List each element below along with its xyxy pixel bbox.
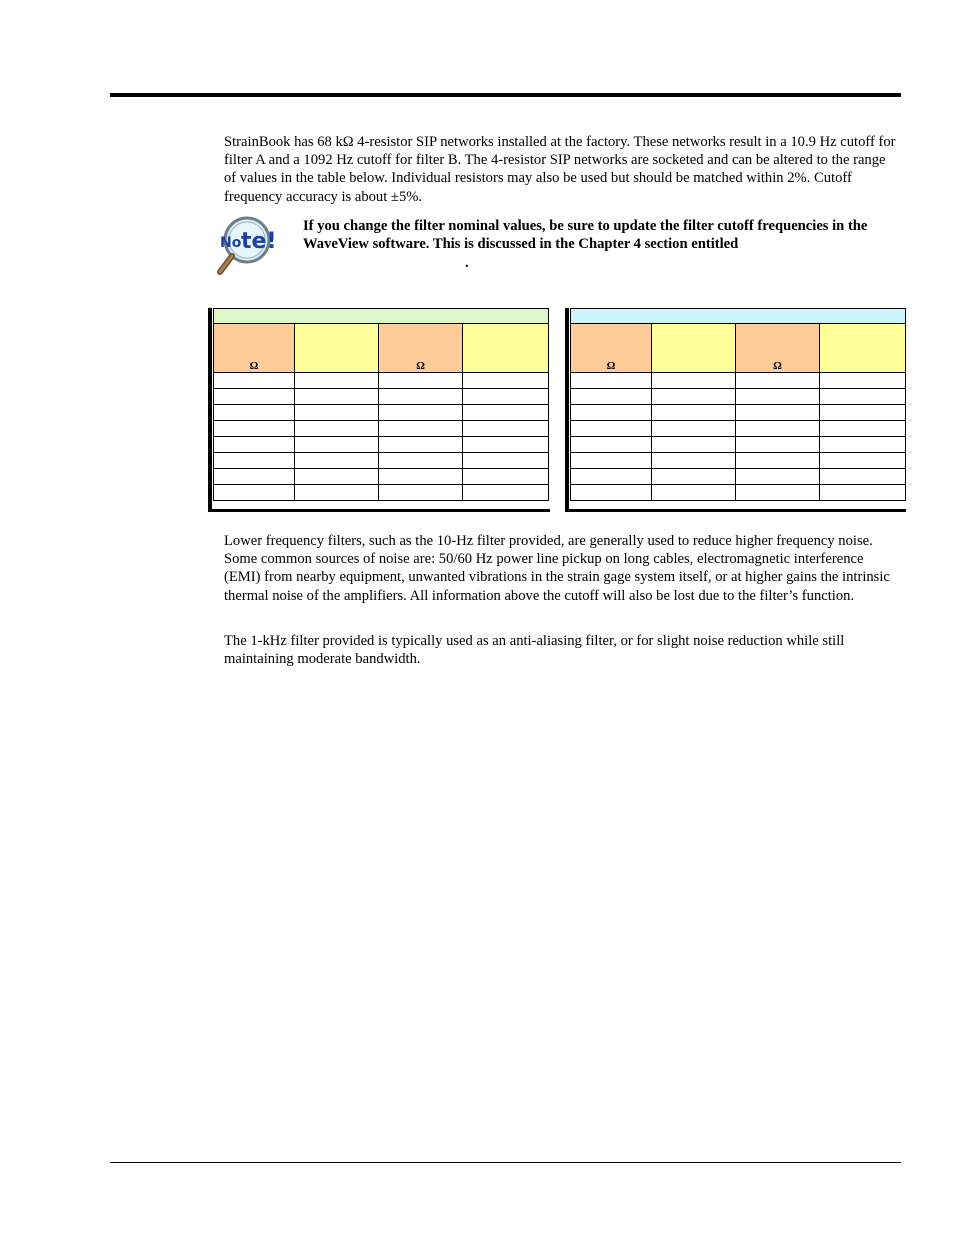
filter-b-frequency-header — [820, 324, 906, 373]
intro-paragraph: StrainBook has 68 kΩ 4-resistor SIP networks installed at the factory. These networks result in a 10.9 Hz cutoff for filter A and a 1092 Hz cutoff for filter B. The 4-resistor SIP networks are socketed and can be altered to the range of values in the table below. Individual resistors may also be used but should be matched within 2%. Cutoff frequency accuracy is about ±5%. — [224, 134, 896, 205]
anti-aliasing-paragraph: The 1-kHz filter provided is typically used as an anti-aliasing filter, or for slight noise reduction while still maintaining moderate bandwidth. — [224, 633, 845, 668]
table-row — [214, 485, 549, 501]
table-row — [214, 373, 549, 389]
table-row — [214, 389, 549, 405]
note-trailing-period: . — [465, 255, 469, 271]
svg-text:te!: te! — [241, 229, 277, 254]
omega-symbol: Ω — [606, 360, 616, 372]
table-row — [214, 453, 549, 469]
filter-b-resistor-header — [736, 324, 820, 373]
filter-a-title-band — [214, 309, 549, 324]
omega-symbol: Ω — [249, 360, 259, 372]
filter-a-resistor-header — [214, 324, 295, 373]
filter-a-table — [208, 308, 550, 512]
table-row — [571, 405, 906, 421]
omega-symbol: Ω — [773, 360, 782, 372]
filter-a-resistor-header — [379, 324, 463, 373]
noise-paragraph: Lower frequency filters, such as the 10-Hz filter provided, are generally used to reduce higher frequency noise. Some common sources of noise are: 50/60 Hz power line pickup on long cables, electromagnetic interference (EMI) from nearby equipment, unwanted vibrations in the strain gage system itself, or at higher gains the intrinsic thermal noise of the amplifiers. All information above the cutoff will also be lost due to the filter’s function. — [224, 533, 890, 604]
table-row — [214, 421, 549, 437]
table-row — [571, 453, 906, 469]
table-row — [571, 421, 906, 437]
table-row — [571, 437, 906, 453]
footer-rule — [110, 1162, 901, 1163]
filter-a-frequency-header — [295, 324, 379, 373]
filter-b-frequency-header — [652, 324, 736, 373]
filter-b-resistor-header — [571, 324, 652, 373]
filter-b-table — [565, 308, 906, 512]
note-magnifier-icon — [214, 216, 278, 278]
note-text: If you change the filter nominal values, be sure to update the filter cutoff frequencies in the WaveView software. This is discussed in the Chapter 4 section entitled — [303, 218, 868, 253]
table-row — [571, 389, 906, 405]
header-rule — [110, 93, 901, 97]
table-row — [214, 405, 549, 421]
table-row — [571, 373, 906, 389]
filter-a-frequency-header — [463, 324, 549, 373]
svg-text:No: No — [220, 235, 242, 251]
filter-b-title-band — [571, 309, 906, 324]
table-row — [214, 437, 549, 453]
table-row — [571, 485, 906, 501]
omega-symbol: Ω — [416, 360, 425, 372]
table-row — [571, 469, 906, 485]
table-row — [214, 469, 549, 485]
